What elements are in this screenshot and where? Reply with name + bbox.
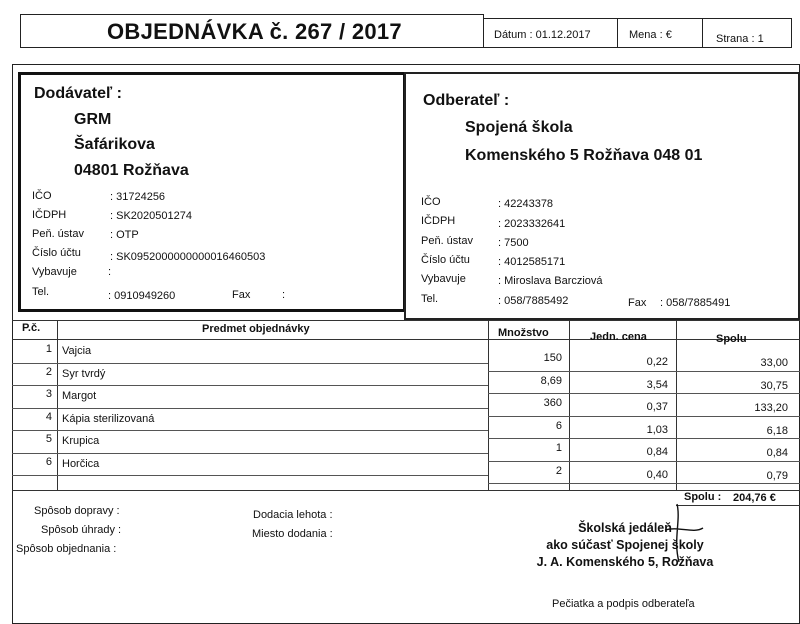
table-col-sep-2 (488, 320, 489, 490)
stamp-line-2: ako súčasť Spojenej školy (546, 538, 704, 552)
row-separator (12, 475, 488, 476)
row-total: 6,18 (766, 424, 788, 437)
row-separator-values (488, 416, 800, 417)
supplier-ico-value: : 31724256 (110, 191, 166, 203)
col-header-item: Predmet objednávky (202, 323, 310, 335)
supplier-icdph-label: IČDPH (32, 209, 67, 221)
row-quantity: 2 (555, 464, 562, 477)
row-number: 1 (45, 343, 52, 355)
customer-ico-value: : 42243378 (498, 198, 554, 210)
sum-label: Spolu : (684, 491, 722, 503)
customer-account-label: Číslo účtu (421, 254, 470, 266)
customer-fax-value: : 058/7885491 (660, 297, 731, 309)
row-separator-values (488, 438, 800, 439)
row-unit-price: 0,37 (646, 401, 668, 413)
row-total: 30,75 (760, 379, 788, 392)
signature-mark (655, 500, 715, 570)
customer-contact-value: : Miroslava Barcziová (498, 275, 603, 287)
table-header-border (12, 339, 800, 340)
supplier-city: 04801 Rožňava (74, 162, 189, 179)
row-total: 0,84 (766, 447, 788, 459)
row-number: 2 (45, 365, 52, 378)
row-total: 133,20 (754, 402, 788, 414)
row-separator (12, 385, 488, 386)
supplier-tel-value: : 0910949260 (108, 290, 176, 302)
col-header-unit-price: Jedn. cena (590, 331, 647, 343)
customer-tel-label: Tel. (421, 293, 439, 305)
stamp-line-3: J. A. Komenského 5, Rožňava (536, 555, 714, 569)
sum-value: 204,76 € (733, 492, 776, 504)
row-number: 5 (45, 433, 52, 445)
supplier-name: GRM (74, 111, 112, 128)
row-number: 4 (45, 410, 52, 423)
row-unit-price: 0,22 (646, 356, 668, 368)
row-separator-values (488, 483, 800, 484)
table-top-border (12, 320, 800, 321)
row-number: 3 (45, 388, 52, 400)
signature-label: Pečiatka a podpis odberateľa (552, 598, 695, 610)
delivery-place: Miesto dodania : (252, 528, 333, 540)
row-separator (12, 363, 488, 364)
currency-field (629, 29, 672, 41)
row-separator-values (488, 371, 800, 372)
payment-method: Spôsob úhrady : (41, 524, 122, 536)
customer-bank-value: : 7500 (498, 237, 529, 249)
date-field (494, 29, 591, 41)
page-label: Strana : (716, 33, 755, 45)
supplier-bank-value: : OTP (110, 229, 139, 241)
supplier-contact-label: Vybavuje (32, 266, 77, 278)
row-separator (12, 453, 488, 454)
date-value: 01.12.2017 (535, 29, 591, 41)
table-col-sep-1 (57, 320, 58, 490)
date-label: Dátum : (494, 29, 533, 41)
stamp-line-1: Školská jedáleň (578, 521, 672, 535)
supplier-ico-label: IČO (32, 190, 52, 202)
row-item: Krupica (62, 435, 100, 447)
supplier-contact-value: : (108, 266, 112, 278)
col-header-total: Spolu (716, 333, 747, 345)
row-quantity: 8,69 (540, 374, 562, 387)
currency-value: € (665, 29, 672, 41)
row-separator-values (488, 461, 800, 462)
row-separator (12, 408, 488, 409)
row-unit-price: 0,84 (646, 446, 668, 458)
customer-account-value: : 4012585171 (498, 256, 566, 268)
row-total: 0,79 (766, 469, 788, 482)
table-col-sep-4 (676, 320, 677, 490)
row-unit-price: 0,40 (646, 468, 668, 481)
row-number: 6 (45, 455, 52, 468)
row-quantity: 360 (543, 397, 562, 409)
row-item: Syr tvrdý (62, 367, 106, 380)
page-field (716, 33, 764, 45)
row-separator (12, 430, 488, 431)
page-value: 1 (757, 33, 764, 45)
row-item: Horčica (62, 457, 100, 470)
row-item: Margot (62, 390, 97, 402)
col-header-quantity: Množstvo (498, 327, 549, 339)
supplier-tel-label: Tel. (32, 286, 50, 298)
customer-bank-label: Peň. ústav (421, 235, 473, 247)
row-item: Vajcia (62, 345, 92, 357)
table-bottom-border (12, 490, 800, 491)
transport-method: Spôsob dopravy : (34, 505, 120, 517)
supplier-bank-label: Peň. ústav (32, 228, 84, 240)
customer-icdph-label: IČDPH (421, 215, 456, 227)
row-separator-values (488, 393, 800, 394)
row-quantity: 1 (555, 442, 562, 454)
supplier-account-value: : SK0952000000000016460503 (110, 251, 266, 263)
customer-ico-label: IČO (421, 196, 441, 208)
customer-address: Komenského 5 Rožňava 048 01 (465, 147, 703, 164)
customer-icdph-value: : 2023332641 (498, 218, 566, 230)
supplier-fax-value: : (282, 289, 286, 301)
customer-fax-label: Fax (628, 297, 647, 309)
supplier-fax-label: Fax (232, 289, 251, 301)
row-quantity: 150 (543, 352, 562, 364)
delivery-term: Dodacia lehota : (253, 509, 333, 521)
supplier-icdph-value: : SK2020501274 (110, 210, 192, 222)
row-quantity: 6 (555, 419, 562, 432)
customer-contact-label: Vybavuje (421, 273, 466, 285)
row-item: Kápia sterilizovaná (62, 412, 155, 425)
currency-label: Mena : (629, 29, 663, 41)
row-total: 33,00 (760, 357, 788, 369)
supplier-heading: Dodávateľ : (34, 85, 122, 102)
col-header-number: P.č. (22, 322, 41, 334)
customer-name: Spojená škola (465, 119, 573, 136)
customer-tel-value: : 058/7885492 (498, 295, 569, 307)
ordering-method: Spôsob objednania : (16, 543, 117, 555)
supplier-account-label: Číslo účtu (32, 247, 81, 259)
document-title: OBJEDNÁVKA č. 267 / 2017 (107, 19, 402, 44)
supplier-street: Šafárikova (74, 136, 155, 153)
customer-heading: Odberateľ : (423, 92, 510, 109)
table-col-sep-3 (569, 320, 570, 490)
row-unit-price: 3,54 (646, 378, 668, 391)
row-unit-price: 1,03 (646, 423, 668, 436)
